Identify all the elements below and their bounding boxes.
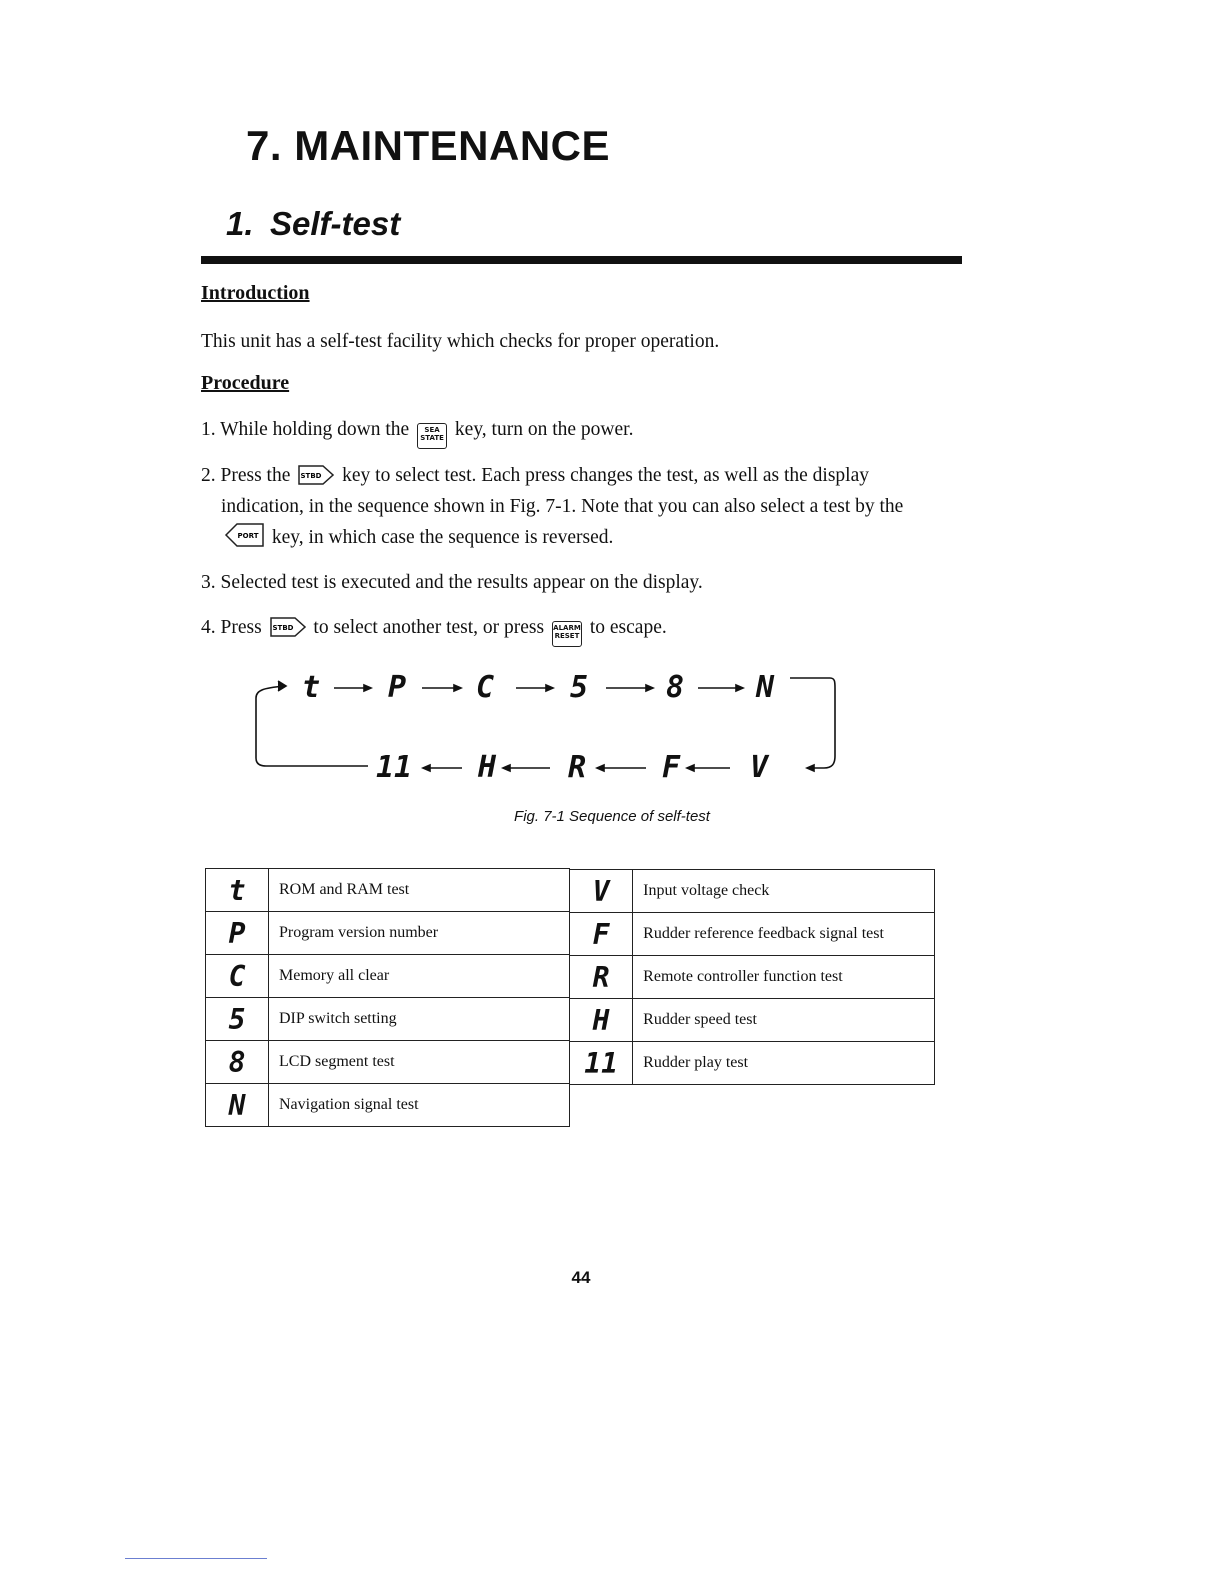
test-label: Input voltage check (633, 870, 935, 913)
procedure-step-4 (201, 612, 961, 647)
step-1-prefix: 1. While holding down the (201, 419, 410, 440)
step-2-prefix: 2. Press the (201, 465, 291, 486)
step-1-suffix: key, turn on the power. (454, 419, 634, 440)
step-2-line2: indication, in the sequence shown in Fig. 7-1. Note that you can also select a test by the (221, 496, 904, 517)
test-label: Rudder speed test (633, 999, 935, 1042)
alarm-reset-key-icon (552, 621, 582, 647)
figure-caption: Fig. 7-1 Sequence of self-test (514, 808, 710, 825)
section-title-text: Self-test (270, 205, 401, 242)
chapter-title: 7. MAINTENANCE (246, 122, 611, 169)
test-label: Remote controller function test (633, 956, 935, 999)
step-2-line3: key, in which case the sequence is reversed. (271, 527, 614, 548)
introduction-text: This unit has a self-test facility which checks for proper operation. (201, 331, 720, 352)
table-row (206, 912, 570, 955)
test-symbol: H (570, 999, 633, 1042)
procedure-step-1 (201, 414, 961, 449)
table-row (206, 1041, 570, 1084)
page-number: 44 (571, 1268, 591, 1287)
alarm-reset-key-line2: RESET (554, 632, 580, 640)
test-label: ROM and RAM test (269, 869, 570, 912)
table-row (206, 998, 570, 1041)
self-test-sequence-diagram (250, 666, 850, 786)
test-label: Rudder play test (633, 1042, 935, 1085)
stbd-key-icon (270, 616, 306, 638)
section-rule (201, 256, 962, 264)
test-label: LCD segment test (269, 1041, 570, 1084)
test-symbol: 8 (206, 1041, 269, 1084)
test-label: Memory all clear (269, 955, 570, 998)
alarm-reset-key-line1: ALARM (553, 624, 581, 632)
seq-symbol-f: F (662, 750, 681, 785)
test-symbol: P (206, 912, 269, 955)
sea-state-key-icon (417, 423, 447, 449)
tests-table-right (569, 869, 935, 1085)
test-symbol: 11 (570, 1042, 633, 1085)
test-symbol: C (206, 955, 269, 998)
test-symbol: F (570, 913, 633, 956)
port-key-label: PORT (237, 532, 259, 540)
stbd-key-icon (298, 464, 334, 486)
test-label: Program version number (269, 912, 570, 955)
test-symbol: V (570, 870, 633, 913)
procedure-heading: Procedure (201, 372, 290, 394)
sea-state-key-line1: SEA (424, 426, 440, 434)
test-symbol: R (570, 956, 633, 999)
seq-symbol-11: 11 (376, 750, 413, 785)
seq-symbol-5: 5 (570, 670, 589, 705)
step-2-line1: key to select test. Each press changes the test, as well as the display (342, 465, 870, 486)
section-title (226, 205, 400, 243)
seq-symbol-t: t (302, 670, 321, 705)
test-symbol: 5 (206, 998, 269, 1041)
step-4-prefix: 4. Press (201, 617, 262, 638)
table-row (206, 869, 570, 912)
introduction-heading: Introduction (201, 282, 310, 304)
table-row (570, 956, 935, 999)
procedure-step-2 (201, 460, 961, 553)
step-4-suffix: to escape. (589, 617, 667, 638)
test-label: Rudder reference feedback signal test (633, 913, 935, 956)
port-key-icon (224, 522, 264, 548)
stbd-key-label: STBD (300, 472, 322, 480)
test-label: DIP switch setting (269, 998, 570, 1041)
table-row (570, 870, 935, 913)
table-row (206, 955, 570, 998)
seq-symbol-n: N (756, 670, 775, 705)
test-symbol: N (206, 1084, 269, 1127)
procedure-step-3: 3. Selected test is executed and the results appear on the display. (201, 572, 703, 593)
step-4-middle: to select another test, or press (313, 617, 545, 638)
test-label: Navigation signal test (269, 1084, 570, 1127)
seq-symbol-c: C (476, 670, 495, 705)
stbd-key-label: STBD (272, 624, 294, 632)
seq-symbol-h: H (478, 750, 497, 785)
tests-table-left (205, 868, 570, 1127)
section-number: 1. (226, 205, 254, 242)
seq-symbol-p: P (388, 670, 407, 705)
table-row (570, 999, 935, 1042)
seq-symbol-8: 8 (666, 670, 685, 705)
sea-state-key-line2: STATE (420, 434, 444, 442)
seq-symbol-v: V (750, 750, 769, 785)
table-row (570, 913, 935, 956)
footer-line (125, 1558, 267, 1559)
table-row (206, 1084, 570, 1127)
table-row (570, 1042, 935, 1085)
seq-symbol-r: R (568, 750, 587, 785)
test-symbol: t (206, 869, 269, 912)
